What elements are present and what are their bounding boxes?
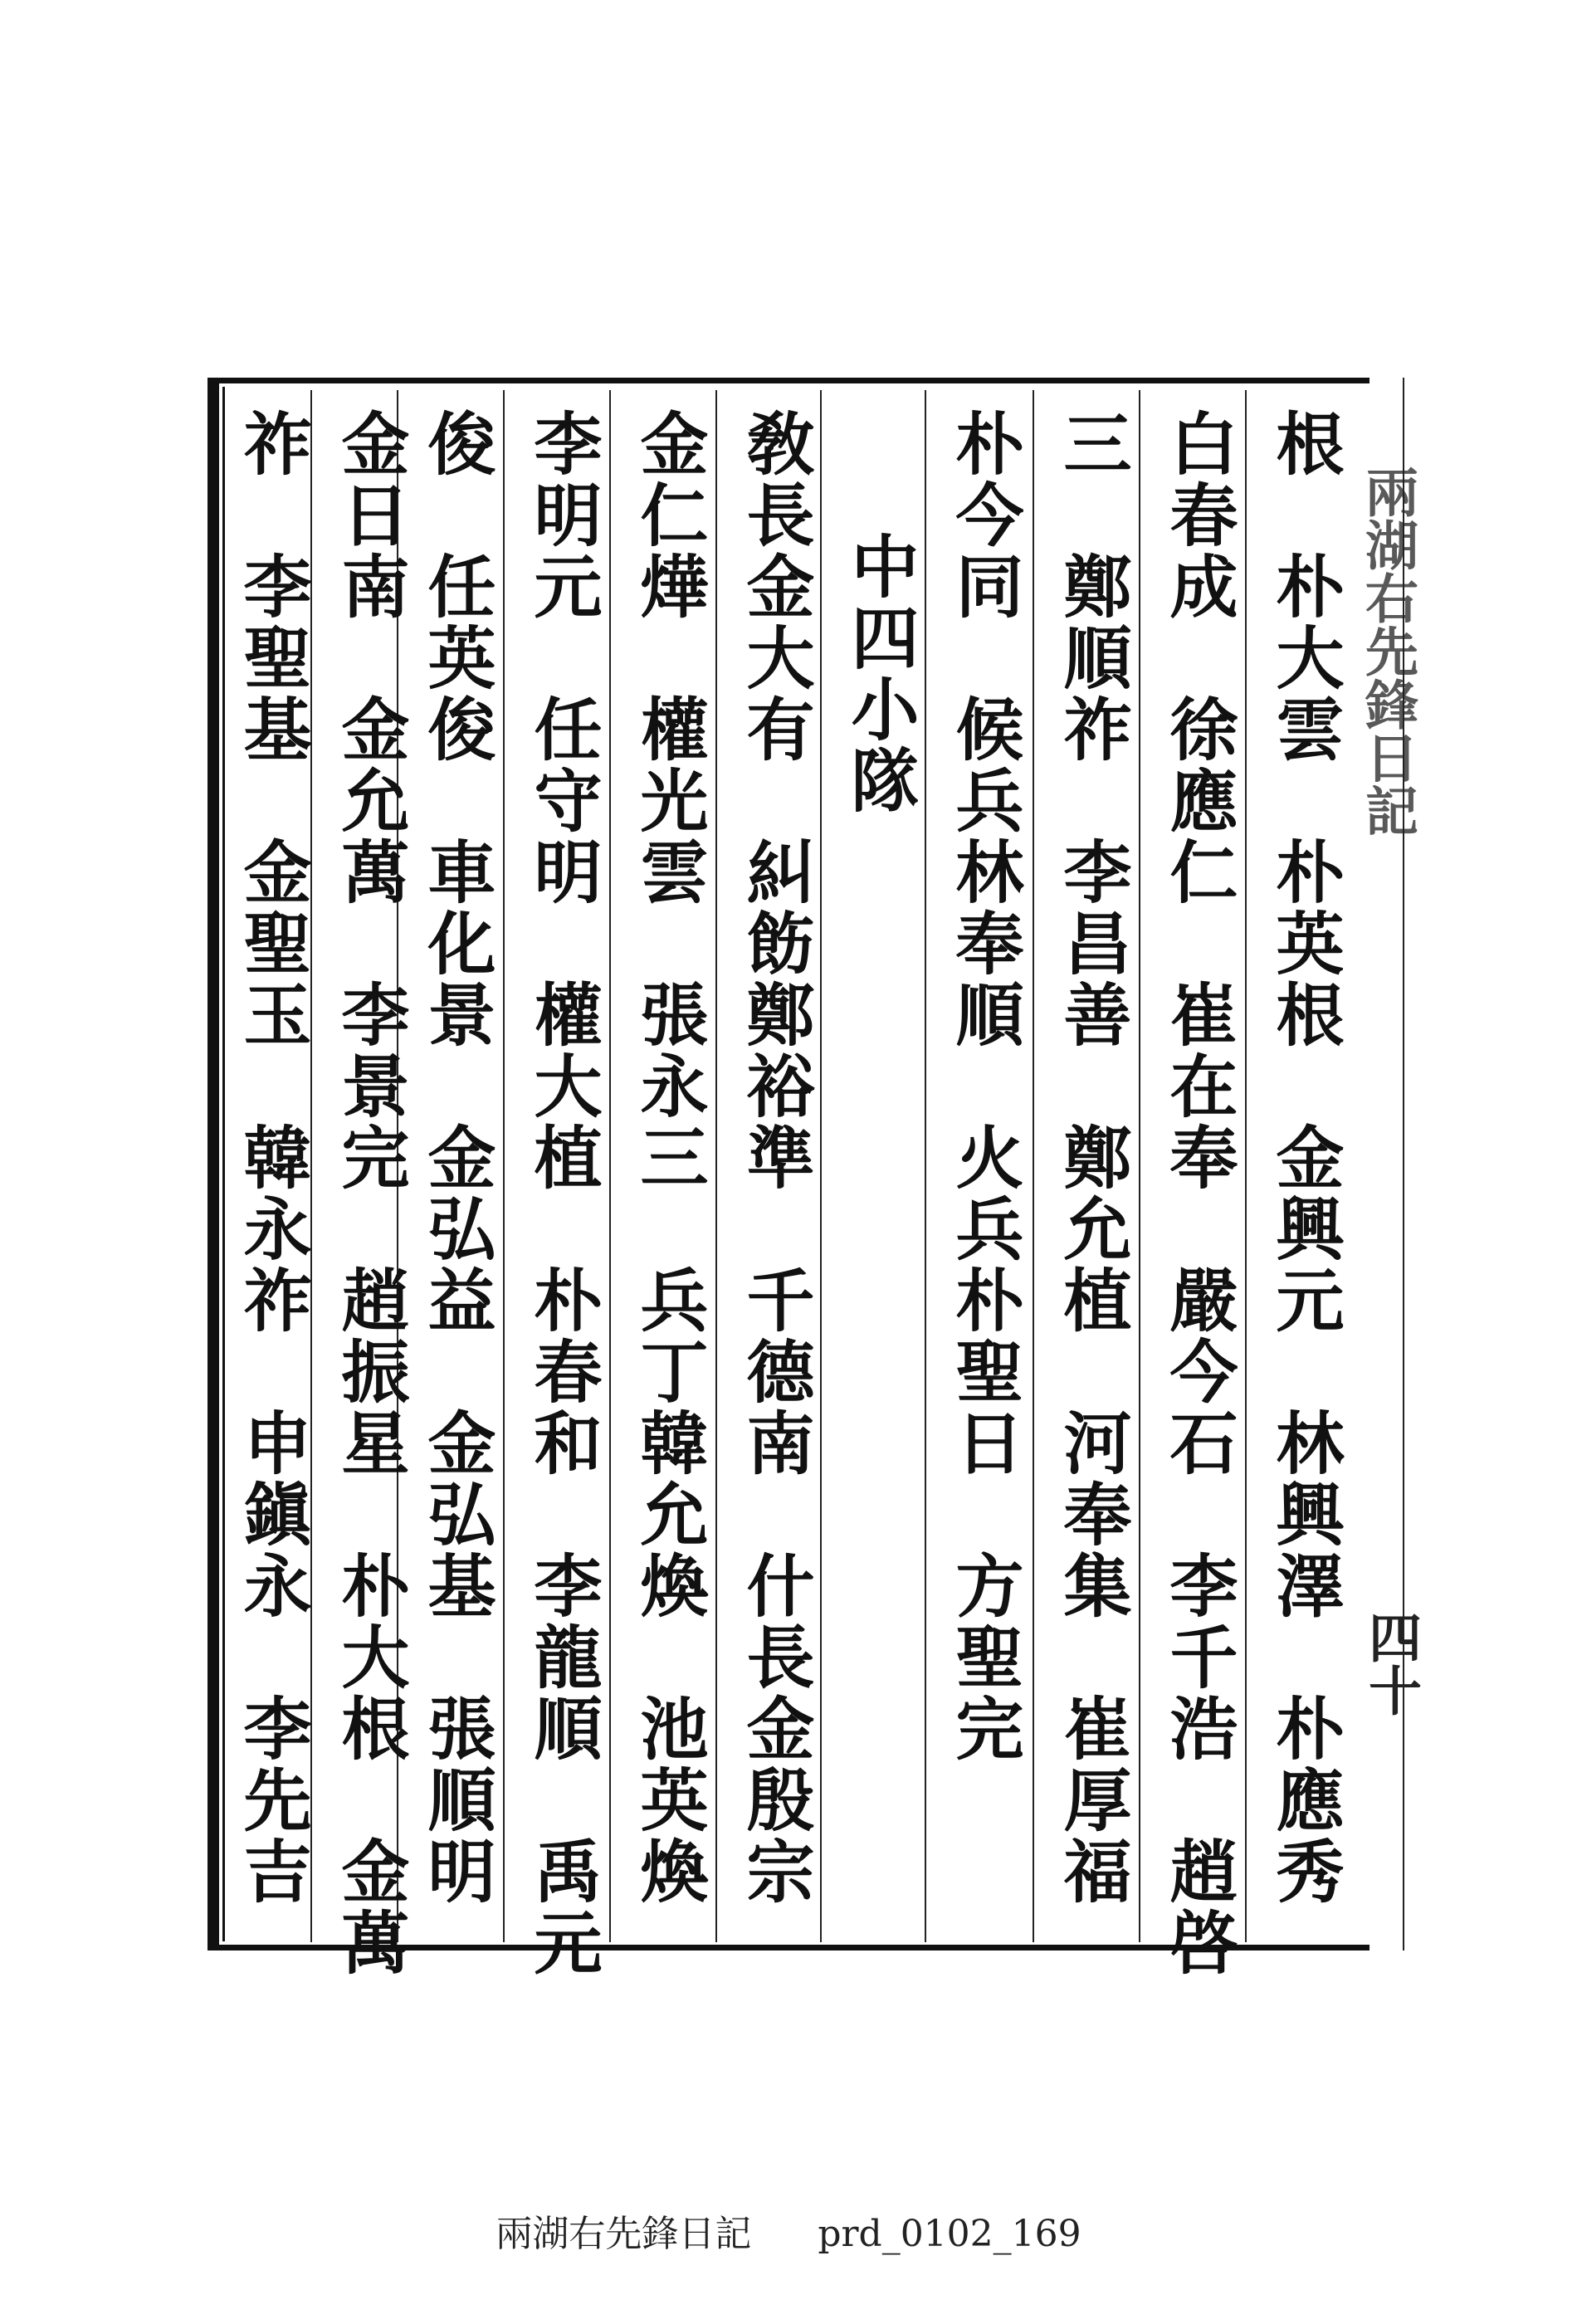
column-rule bbox=[1139, 390, 1140, 1942]
text-column-10: 金日南 金允萬 李景完 趙振星 朴大根 金萬 bbox=[330, 408, 410, 1979]
text-column-9: 俊 任英俊 車化景 金弘益 金弘基 張順明 bbox=[417, 408, 496, 1907]
section-heading-column: 中四小隊 bbox=[840, 531, 920, 817]
text-column-2: 白春成 徐應仁 崔在奉 嚴今石 李千浩 趙啓 bbox=[1159, 408, 1238, 1979]
footer-id: prd_0102_169 bbox=[818, 2213, 1081, 2255]
page-footer bbox=[0, 2204, 1577, 2257]
fold-margin-title: 兩湖右先鋒日記 bbox=[1356, 465, 1418, 837]
column-rule bbox=[609, 390, 611, 1942]
text-column-1: 根 朴大雲 朴英根 金興元 林興澤 朴應秀 bbox=[1265, 408, 1345, 1907]
fold-margin-page-number: 四十 bbox=[1360, 1610, 1422, 1716]
text-column-3: 三 鄭順祚 李昌善 鄭允植 河奉集 崔厚福 bbox=[1052, 408, 1132, 1907]
text-column-4: 朴今同 候兵林奉順 火兵朴聖日 方聖完 bbox=[945, 408, 1024, 1765]
text-column-7: 金仁燁 權光雲 張永三 兵丁韓允煥 池英煥 bbox=[629, 408, 709, 1907]
text-column-11: 祚 李聖基 金聖玉 韓永祚 申鎭永 李先吉 bbox=[232, 408, 312, 1907]
text-column-8: 李明元 任守明 權大植 朴春和 李龍順 禹元 bbox=[523, 408, 603, 1979]
text-column-6: 敎長金大有 糾飭鄭裕準 千德南 什長金殷宗 bbox=[735, 408, 815, 1907]
column-rule bbox=[715, 390, 717, 1942]
column-rule bbox=[925, 390, 926, 1942]
column-rule bbox=[503, 390, 505, 1942]
column-rule bbox=[1245, 390, 1247, 1942]
footer-title: 兩湖右先鋒日記 bbox=[496, 2213, 752, 2255]
column-rule bbox=[1033, 390, 1034, 1942]
column-rule bbox=[820, 390, 822, 1942]
